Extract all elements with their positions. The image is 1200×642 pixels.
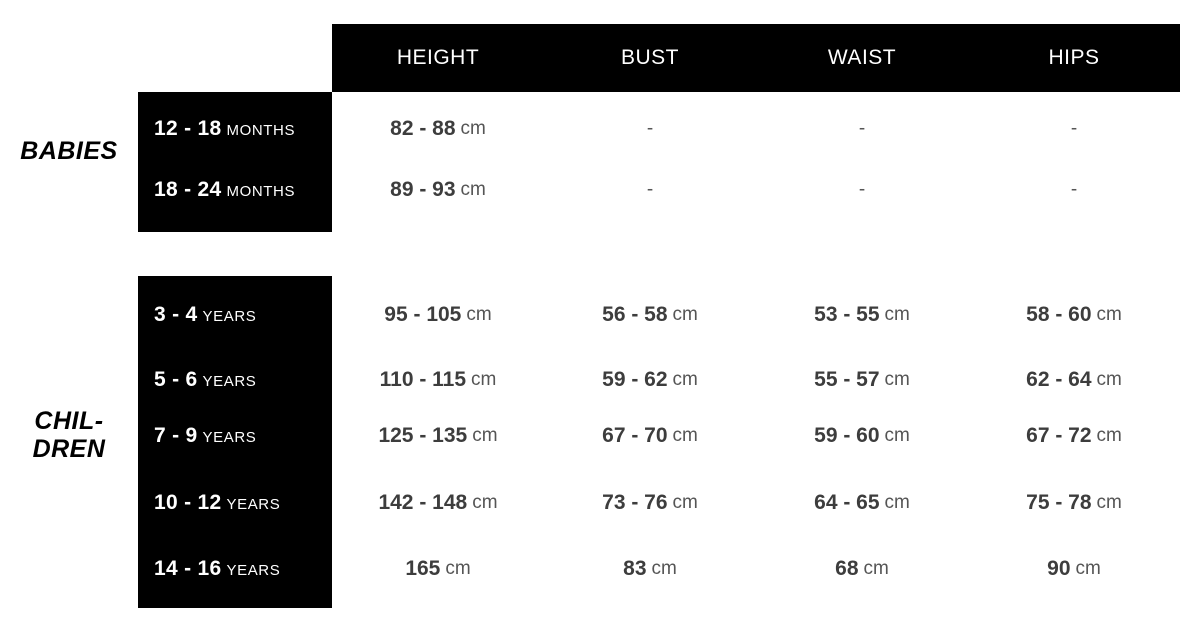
cell-waist-value: 55 - 57 [814, 368, 880, 391]
row-measurements [332, 94, 1180, 164]
cell-waist-unit: cm [884, 304, 910, 325]
cell-waist [756, 468, 968, 538]
row-age-unit: MONTHS [226, 122, 296, 139]
cell-height [332, 155, 544, 225]
table-row [138, 155, 1180, 225]
cell-waist-unit: cm [884, 369, 910, 390]
cell-height-unit: cm [471, 369, 497, 390]
cell-bust-unit: cm [672, 492, 698, 513]
cell-waist [756, 401, 968, 471]
cell-hips [968, 94, 1180, 164]
cell-height-unit: cm [445, 558, 471, 579]
cell-hips [968, 155, 1180, 225]
cell-height-unit: cm [472, 492, 498, 513]
group-title-children-line1: CHIL- [34, 407, 104, 435]
row-age-label [138, 424, 332, 448]
table-row [138, 401, 1180, 471]
cell-bust [544, 468, 756, 538]
cell-bust-unit: cm [672, 304, 698, 325]
cell-height-unit: cm [460, 118, 486, 139]
cell-bust [544, 401, 756, 471]
table-header-row [332, 24, 1180, 92]
cell-bust [544, 534, 756, 604]
cell-hips-value: 90 [1047, 557, 1071, 580]
cell-hips-value: 75 - 78 [1026, 491, 1092, 514]
column-header-waist: WAIST [827, 46, 897, 69]
column-header-bust: BUST [620, 46, 679, 69]
cell-waist-unit: cm [884, 492, 910, 513]
cell-hips-unit: cm [1075, 558, 1101, 579]
row-age-value: 18 - 24 [154, 178, 222, 201]
cell-height-value: 95 - 105 [384, 303, 462, 326]
cell-waist-unit: cm [863, 558, 889, 579]
row-age-value: 3 - 4 [154, 303, 198, 326]
cell-waist-value: 53 - 55 [814, 303, 880, 326]
table-row [138, 534, 1180, 604]
row-age-unit: YEARS [226, 562, 281, 579]
cell-hips-value: - [1070, 179, 1078, 200]
row-age-value: 12 - 18 [154, 117, 222, 140]
row-measurements [332, 280, 1180, 350]
cell-bust-value: 67 - 70 [602, 424, 668, 447]
cell-waist [756, 94, 968, 164]
cell-height [332, 401, 544, 471]
cell-bust-value: 59 - 62 [602, 368, 668, 391]
cell-hips [968, 280, 1180, 350]
cell-hips-unit: cm [1096, 369, 1122, 390]
cell-waist-value: 64 - 65 [814, 491, 880, 514]
cell-height-unit: cm [466, 304, 492, 325]
cell-height-value: 82 - 88 [390, 117, 456, 140]
cell-height [332, 94, 544, 164]
cell-waist [756, 155, 968, 225]
cell-height [332, 534, 544, 604]
row-age-value: 5 - 6 [154, 368, 198, 391]
cell-height [332, 280, 544, 350]
cell-waist-value: - [858, 118, 866, 139]
table-row [138, 280, 1180, 350]
cell-height [332, 468, 544, 538]
cell-hips-value: 67 - 72 [1026, 424, 1092, 447]
column-header-height: HEIGHT [396, 46, 480, 69]
row-age-label [138, 368, 332, 392]
row-age-unit: YEARS [202, 308, 257, 325]
row-age-unit: MONTHS [226, 183, 296, 200]
cell-bust-unit: cm [651, 558, 677, 579]
cell-bust-unit: cm [672, 369, 698, 390]
row-age-unit: YEARS [202, 429, 257, 446]
cell-bust [544, 280, 756, 350]
table-row [138, 468, 1180, 538]
cell-hips [968, 468, 1180, 538]
group-title-children [0, 408, 138, 463]
cell-waist-value: 68 [835, 557, 859, 580]
row-age-label [138, 491, 332, 515]
column-header-hips: HIPS [1048, 46, 1100, 69]
row-measurements [332, 534, 1180, 604]
row-age-value: 10 - 12 [154, 491, 222, 514]
cell-hips-value: 58 - 60 [1026, 303, 1092, 326]
row-measurements [332, 155, 1180, 225]
row-age-value: 7 - 9 [154, 424, 198, 447]
cell-height-unit: cm [472, 425, 498, 446]
row-measurements [332, 401, 1180, 471]
cell-bust-value: - [646, 179, 654, 200]
cell-bust-value: 83 [623, 557, 647, 580]
cell-height-value: 110 - 115 [379, 368, 467, 391]
table-row [138, 94, 1180, 164]
cell-height-value: 142 - 148 [378, 491, 468, 514]
cell-waist [756, 534, 968, 604]
cell-bust-value: 73 - 76 [602, 491, 668, 514]
cell-hips [968, 534, 1180, 604]
cell-bust [544, 94, 756, 164]
row-age-unit: YEARS [202, 373, 257, 390]
cell-waist-unit: cm [884, 425, 910, 446]
row-age-unit: YEARS [226, 496, 281, 513]
cell-waist-value: - [858, 179, 866, 200]
cell-hips-unit: cm [1096, 425, 1122, 446]
cell-hips-unit: cm [1096, 492, 1122, 513]
row-age-label [138, 557, 332, 581]
row-age-label [138, 117, 332, 141]
row-age-value: 14 - 16 [154, 557, 222, 580]
cell-bust-value: - [646, 118, 654, 139]
cell-height-value: 165 [405, 557, 441, 580]
cell-hips-value: 62 - 64 [1026, 368, 1092, 391]
cell-height-value: 89 - 93 [390, 178, 456, 201]
group-title-babies: BABIES [20, 137, 118, 165]
cell-bust-unit: cm [672, 425, 698, 446]
cell-height-value: 125 - 135 [378, 424, 468, 447]
row-measurements [332, 468, 1180, 538]
cell-waist-value: 59 - 60 [814, 424, 880, 447]
cell-hips-unit: cm [1096, 304, 1122, 325]
cell-waist [756, 280, 968, 350]
cell-height-unit: cm [460, 179, 486, 200]
row-age-label [138, 178, 332, 202]
cell-hips [968, 401, 1180, 471]
row-age-label [138, 303, 332, 327]
cell-hips-value: - [1070, 118, 1078, 139]
cell-bust-value: 56 - 58 [602, 303, 668, 326]
group-title-children-line2: DREN [32, 434, 106, 463]
cell-bust [544, 155, 756, 225]
